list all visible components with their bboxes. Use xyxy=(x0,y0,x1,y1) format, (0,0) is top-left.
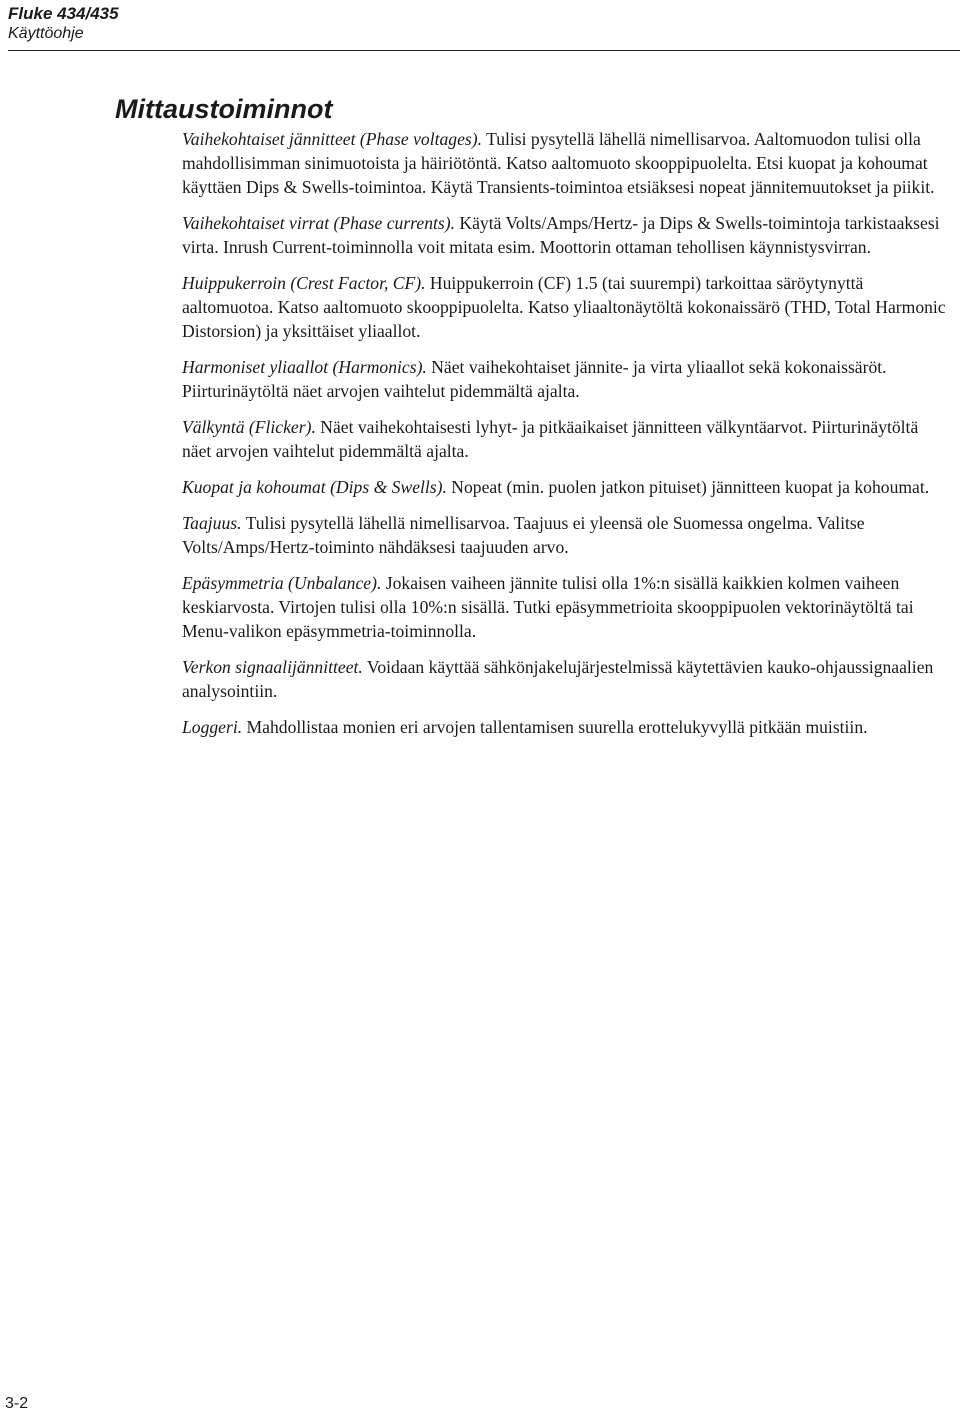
product-name: Fluke 434/435 xyxy=(8,4,119,23)
paragraph-mains-signaling xyxy=(182,655,950,703)
description: Näet vaihekohtaiset jännite- ja virta yliaallot sekä kokonaissäröt. Piirturinäytöltä näet arvojen vaihtelut pidemmältä ajalta. xyxy=(182,357,887,401)
description: Jokaisen vaiheen jännite tulisi olla 1%:n sisällä kaikkien kolmen vaiheen keskiarvosta. Virtojen tulisi olla 10%:n sisällä. Tutki epäsymmetrioita skooppipuolen vektorinäytöltä tai Menu-valikon epäsymmetria-toiminnolla. xyxy=(182,573,914,641)
paragraph-phase-voltages xyxy=(182,127,950,199)
term: Verkon signaalijännitteet. xyxy=(182,657,363,677)
term: Vaihekohtaiset jännitteet (Phase voltages). xyxy=(182,129,482,149)
description: Huippukerroin (CF) 1.5 (tai suurempi) tarkoittaa säröytynyttä aaltomuotoa. Katso aaltomuoto skooppipuolelta. Katso yliaaltonäytöltä kokonaissärö (THD, Total Harmonic Distorsion) ja yksittäiset yliaallot. xyxy=(182,273,946,341)
description: Tulisi pysytellä lähellä nimellisarvoa. Taajuus ei yleensä ole Suomessa ongelma. Valitse Volts/Amps/Hertz-toiminto nähdäksesi taajuuden arvo. xyxy=(182,513,865,557)
term: Taajuus. xyxy=(182,513,242,533)
section-title: Mittaustoiminnot xyxy=(115,94,333,124)
paragraph-crest-factor xyxy=(182,271,950,343)
manual-subtitle: Käyttöohje xyxy=(8,25,84,42)
paragraph-flicker xyxy=(182,415,950,463)
paragraph-logger xyxy=(182,715,950,739)
description: Näet vaihekohtaisesti lyhyt- ja pitkäaikaiset jännitteen välkyntäarvot. Piirturinäytöltä näet arvojen vaihtelut pidemmältä ajalta. xyxy=(182,417,919,461)
description: Mahdollistaa monien eri arvojen tallentamisen suurella erottelukyvyllä pitkään muistiin. xyxy=(242,717,868,737)
description: Nopeat (min. puolen jatkon pituiset) jännitteen kuopat ja kohoumat. xyxy=(446,477,930,497)
description: Voidaan käyttää sähkönjakelujärjestelmissä käytettävien kauko-ohjaussignaalien analysointiin. xyxy=(182,657,934,701)
term: Harmoniset yliaallot (Harmonics). xyxy=(182,357,427,377)
term: Välkyntä (Flicker). xyxy=(182,417,316,437)
term: Kuopat ja kohoumat (Dips & Swells). xyxy=(182,477,447,497)
paragraph-harmonics xyxy=(182,355,950,403)
term: Loggeri. xyxy=(182,717,243,737)
measurement-list xyxy=(182,127,950,751)
term: Epäsymmetria (Unbalance). xyxy=(182,573,382,593)
page-header xyxy=(8,3,119,44)
description: Tulisi pysytellä lähellä nimellisarvoa. Aaltomuodon tulisi olla mahdollisimman sinimuotoista ja häiriötöntä. Katso aaltomuoto skooppipuolelta. Etsi kuopat ja kohoumat käyttäen Dips & Swells-toimintoa. Käytä Transients-toimintoa etsiäksesi nopeat jännitemuutokset ja piikit. xyxy=(182,129,935,197)
page-number: 3-2 xyxy=(5,1395,29,1412)
paragraph-phase-currents xyxy=(182,211,950,259)
paragraph-frequency xyxy=(182,511,950,559)
paragraph-dips-swells xyxy=(182,475,950,499)
description: Käytä Volts/Amps/Hertz- ja Dips & Swells-toimintoja tarkistaaksesi virta. Inrush Current-toiminnolla voit mitata esim. Moottorin ottaman tehollisen käynnistysvirran. xyxy=(182,213,940,257)
header-divider xyxy=(8,50,960,51)
term: Vaihekohtaiset virrat (Phase currents). xyxy=(182,213,455,233)
paragraph-unbalance xyxy=(182,571,950,643)
term: Huippukerroin (Crest Factor, CF). xyxy=(182,273,426,293)
